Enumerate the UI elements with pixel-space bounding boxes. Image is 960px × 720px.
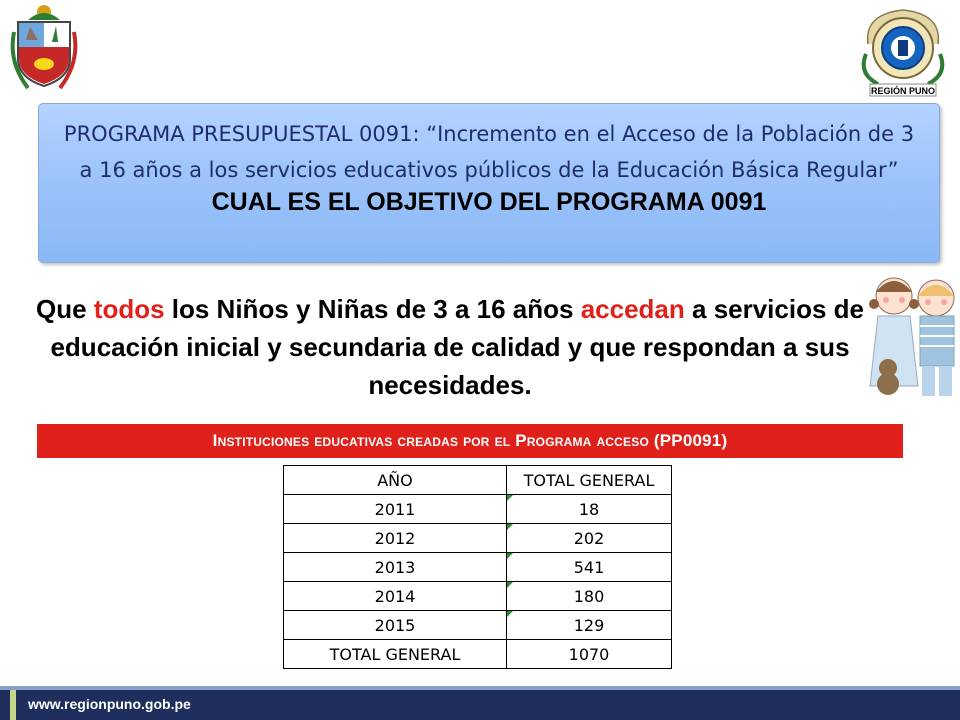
year-cell: 2012 (284, 524, 507, 553)
year-cell: 2015 (284, 611, 507, 640)
objective-highlight-todos: todos (93, 294, 165, 324)
year-cell: 2011 (284, 495, 507, 524)
footer-url: www.regionpuno.gob.pe (28, 696, 191, 712)
green-corner-marker (507, 495, 513, 501)
table-row (284, 582, 672, 611)
total-cell: 129 (507, 611, 672, 640)
green-corner-marker (507, 582, 513, 588)
total-label-cell: TOTAL GENERAL (284, 640, 507, 669)
green-corner-marker (507, 611, 513, 617)
header-total: TOTAL GENERAL (507, 466, 672, 495)
objective-highlight-accedan: accedan (580, 294, 685, 324)
table-header-row (284, 466, 672, 495)
children-illustration (866, 266, 960, 400)
total-cell: 202 (507, 524, 672, 553)
objective-statement (30, 290, 870, 404)
region-puno-logo-label: REGIÓN PUNO (870, 86, 936, 96)
table-row (284, 495, 672, 524)
institutions-banner: Instituciones educativas creadas por el Programa acceso (PP0091) (37, 424, 903, 458)
region-puno-logo (858, 4, 948, 100)
total-cell: 180 (507, 582, 672, 611)
table-row (284, 553, 672, 582)
year-cell: 2014 (284, 582, 507, 611)
objective-heading: CUAL ES EL OBJETIVO DEL PROGRAMA 0091 (211, 188, 767, 216)
green-corner-marker (507, 524, 513, 530)
table-total-row (284, 640, 672, 669)
objective-text-3: a servicios de educación inicial y secundaria de calidad y que respondan a sus necesidades. (50, 294, 865, 400)
total-cell: 18 (507, 495, 672, 524)
grand-total-cell: 1070 (507, 640, 672, 669)
header-year: AÑO (284, 466, 507, 495)
year-cell: 2013 (284, 553, 507, 582)
green-corner-marker (507, 553, 513, 559)
table-row (284, 524, 672, 553)
footer-marker (10, 690, 16, 720)
total-cell: 541 (507, 553, 672, 582)
program-title-box (38, 103, 940, 263)
institutions-table (283, 465, 672, 669)
table-row (284, 611, 672, 640)
objective-text-1: Que (35, 294, 94, 324)
peru-coat-of-arms-logo (8, 2, 80, 94)
program-title: PROGRAMA PRESUPUESTAL 0091: “Incremento en el Acceso de la Población de 3 a 16 años a los servicios educativos públicos de la Educación Básica Regular” (63, 122, 915, 182)
objective-text-2: los Niños y Niñas de 3 a 16 años (164, 294, 581, 324)
